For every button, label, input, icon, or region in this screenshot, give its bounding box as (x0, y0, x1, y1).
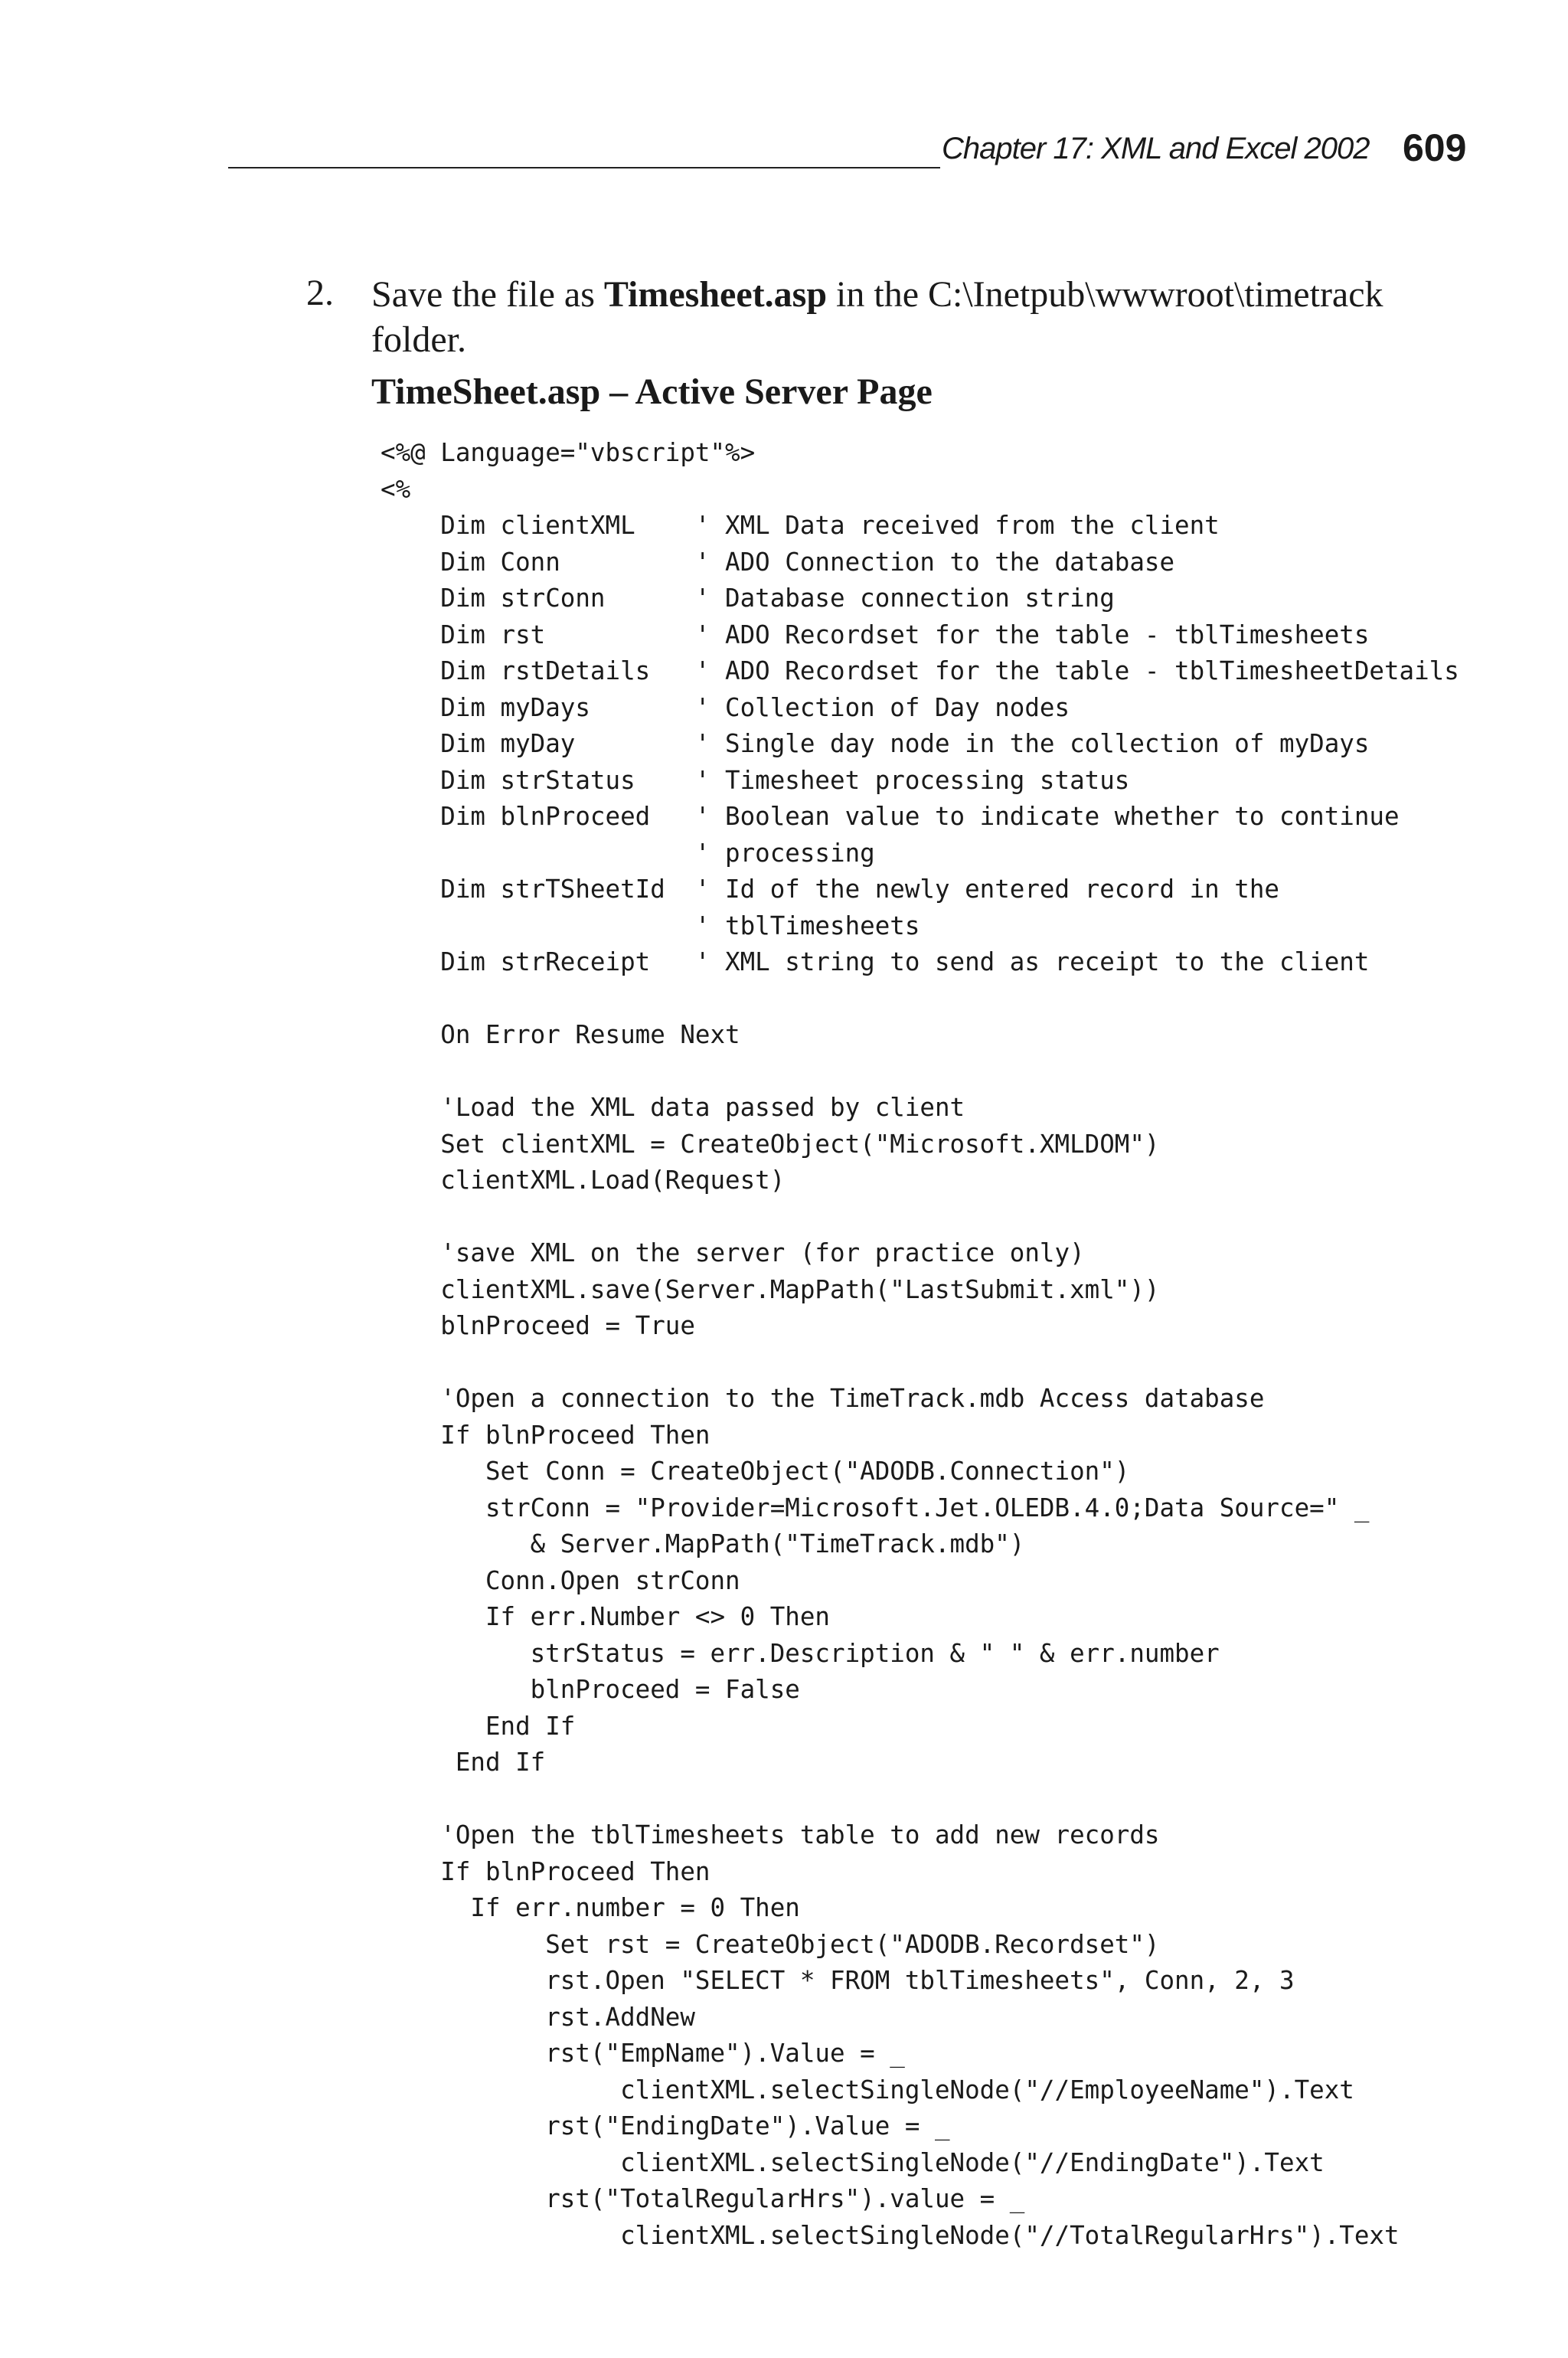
code-line: Dim strTSheetId ' Id of the newly entered record in the (381, 875, 1279, 904)
code-line: clientXML.selectSingleNode("//TotalRegularHrs").Text (381, 2220, 1400, 2250)
code-line: Dim strConn ' Database connection string (381, 584, 1115, 613)
code-line: Dim strReceipt ' XML string to send as receipt to the client (381, 947, 1370, 976)
code-line: 'save XML on the server (for practice only) (381, 1238, 1085, 1267)
code-line: clientXML.save(Server.MapPath("LastSubmit.xml")) (381, 1274, 1160, 1304)
code-line (381, 981, 1459, 1018)
code-line: rst("EmpName").Value = _ (381, 2039, 905, 2068)
code-line: End If (381, 1748, 546, 1777)
code-line (381, 1054, 1459, 1091)
code-line: Set clientXML = CreateObject("Microsoft.XMLDOM") (381, 1129, 1160, 1159)
code-line: Dim clientXML ' XML Data received from the client (381, 511, 1220, 540)
code-line (381, 1345, 1459, 1382)
code-listing (381, 435, 1459, 2254)
step-number: 2. (306, 273, 334, 313)
code-line: If blnProceed Then (381, 1420, 710, 1450)
code-line: blnProceed = True (381, 1311, 695, 1340)
code-line: Set Conn = CreateObject("ADODB.Connection") (381, 1457, 1130, 1486)
code-line: Dim myDay ' Single day node in the collection of myDays (381, 729, 1370, 758)
code-line: Dim strStatus ' Timesheet processing status (381, 765, 1130, 795)
code-line: Dim Conn ' ADO Connection to the database (381, 547, 1175, 577)
code-line: <%@ Language="vbscript"%> (381, 438, 756, 467)
code-line: 'Open the tblTimesheets table to add new records (381, 1820, 1160, 1849)
code-line: rst("EndingDate").Value = _ (381, 2111, 950, 2141)
listing-title: TimeSheet.asp – Active Server Page (371, 371, 933, 412)
code-line: clientXML.Load(Request) (381, 1166, 786, 1195)
code-line: clientXML.selectSingleNode("//EndingDate").Text (381, 2147, 1325, 2177)
code-line: End If (381, 1711, 576, 1741)
code-line: If err.number = 0 Then (381, 1893, 800, 1922)
running-header-chapter: Chapter 17: XML and Excel 2002 (942, 132, 1370, 165)
code-line: Set rst = CreateObject("ADODB.Recordset") (381, 1929, 1160, 1959)
code-line: 'Open a connection to the TimeTrack.mdb Access database (381, 1384, 1265, 1413)
code-line (381, 1781, 1459, 1818)
code-line: strConn = "Provider=Microsoft.Jet.OLEDB.4.0;Data Source=" _ (381, 1493, 1370, 1522)
step-text-before: Save the file as (371, 274, 604, 315)
code-line (381, 1199, 1459, 1236)
code-line: On Error Resume Next (381, 1020, 740, 1049)
code-line: Dim rst ' ADO Recordset for the table - tblTimesheets (381, 620, 1370, 649)
code-line: ' processing (381, 838, 875, 868)
header-rule (228, 167, 940, 168)
code-line: clientXML.selectSingleNode("//EmployeeName").Text (381, 2075, 1354, 2105)
code-line: rst.AddNew (381, 2002, 695, 2032)
code-line: strStatus = err.Description & " " & err.number (381, 1638, 1220, 1668)
code-line: If err.Number <> 0 Then (381, 1602, 830, 1631)
code-line: rst("TotalRegularHrs").value = _ (381, 2184, 1025, 2213)
code-line: rst.Open "SELECT * FROM tblTimesheets", Conn, 2, 3 (381, 1966, 1295, 1995)
code-line: 'Load the XML data passed by client (381, 1093, 965, 1122)
step-instruction (371, 272, 1459, 362)
code-line: blnProceed = False (381, 1675, 800, 1704)
code-line: Dim blnProceed ' Boolean value to indicate whether to continue (381, 802, 1400, 831)
step-text-after: in the C:\Inetpub\wwwroot\timetrack folder. (371, 274, 1383, 360)
code-line: <% (381, 474, 411, 504)
code-line: Dim myDays ' Collection of Day nodes (381, 692, 1070, 722)
code-line: If blnProceed Then (381, 1856, 710, 1886)
step-filename: Timesheet.asp (603, 274, 828, 315)
code-line: & Server.MapPath("TimeTrack.mdb") (381, 1529, 1025, 1558)
code-line: ' tblTimesheets (381, 911, 920, 940)
page-number: 609 (1403, 126, 1467, 169)
code-line: Conn.Open strConn (381, 1565, 740, 1595)
code-line: Dim rstDetails ' ADO Recordset for the table - tblTimesheetDetails (381, 656, 1459, 685)
